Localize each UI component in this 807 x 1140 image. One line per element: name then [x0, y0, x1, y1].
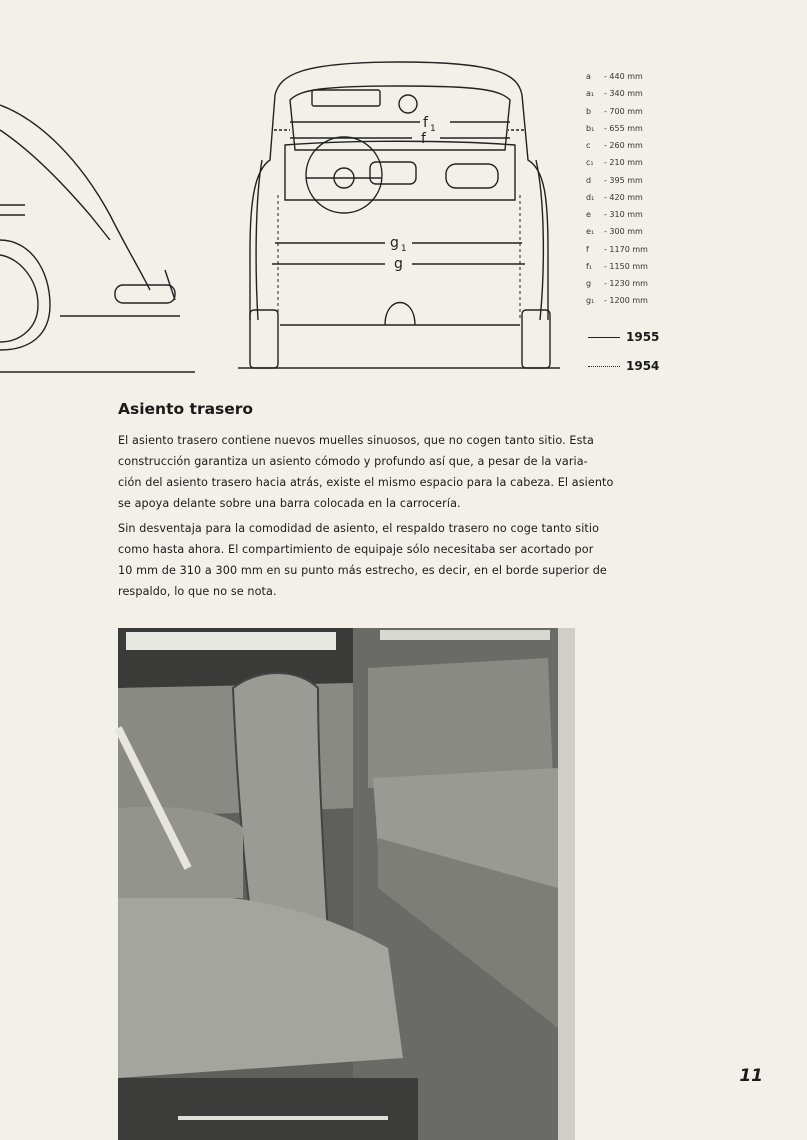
year-label: 1954 — [626, 359, 660, 373]
legend-row — [586, 223, 666, 240]
year-label: 1955 — [626, 330, 660, 344]
dimension-value: - 420 mm — [604, 192, 643, 202]
dimension-value: - 440 mm — [604, 72, 643, 81]
legend-row — [586, 275, 666, 292]
dimension-key: g — [586, 279, 592, 288]
legend-1954 — [588, 359, 659, 373]
car-side-view — [0, 105, 195, 372]
text-line: El asiento trasero contiene nuevos muelles sinuosos, que no cogen tanto sitio. Esta — [118, 434, 594, 447]
dimension-legend — [586, 68, 666, 310]
paragraph-1 — [118, 430, 614, 514]
dimension-key: g₁ — [586, 296, 595, 306]
section-title: Asiento trasero — [118, 400, 254, 418]
dimension-value: - 700 mm — [604, 106, 643, 116]
solid-line-swatch — [588, 337, 620, 338]
car-front-dimension-diagram — [0, 55, 580, 380]
legend-row — [586, 68, 666, 85]
dimension-key: f₁ — [586, 261, 593, 271]
legend-row — [586, 258, 666, 275]
page-number: 11 — [739, 1066, 763, 1086]
car-front-view — [238, 62, 560, 368]
dimension-label-g: g — [394, 256, 403, 272]
dimension-value: - 260 mm — [604, 141, 643, 150]
legend-row — [586, 85, 666, 102]
dimension-value: - 1230 mm — [604, 279, 648, 288]
text-line: Sin desventaja para la comodidad de asiento, el respaldo trasero no coge tanto sitio — [118, 522, 600, 535]
dimension-value: - 1200 mm — [604, 296, 648, 306]
dimension-value: - 655 mm — [604, 123, 643, 133]
dimension-value: - 1150 mm — [604, 261, 648, 271]
dimension-label-f: f — [421, 131, 426, 147]
legend-row — [586, 103, 666, 120]
dashed-line-swatch — [588, 366, 620, 367]
dimension-key: d₁ — [586, 192, 595, 202]
rear-seat-photo — [118, 628, 575, 1140]
text-line: 10 mm de 310 a 300 mm en su punto más estrecho, es decir, en el borde superior de — [118, 564, 607, 577]
text-line: construcción garantiza un asiento cómodo y profundo así que, a pesar de la varia- — [118, 455, 588, 468]
dimension-key: a — [586, 72, 591, 81]
dimension-key: b — [586, 106, 592, 116]
text-line: como hasta ahora. El compartimiento de equipaje sólo necesitaba ser acortado por — [118, 543, 594, 556]
dimension-value: - 1170 mm — [604, 244, 648, 254]
paragraph-2 — [118, 518, 607, 602]
legend-row — [586, 120, 666, 137]
legend-row — [586, 154, 666, 171]
legend-1955 — [588, 330, 659, 344]
dimension-value: - 310 mm — [604, 210, 643, 219]
dimension-key: e — [586, 210, 591, 219]
dimension-key: a₁ — [586, 89, 595, 99]
text-line: se apoya delante sobre una barra colocada en la carrocería. — [118, 497, 461, 510]
legend-row — [586, 241, 666, 258]
dimension-key: c — [586, 141, 591, 150]
dimension-value: - 210 mm — [604, 158, 643, 168]
legend-row — [586, 292, 666, 309]
dimension-key: b₁ — [586, 123, 595, 133]
dimension-value: - 395 mm — [604, 175, 643, 185]
text-line: ción del asiento trasero hacia atrás, existe el mismo espacio para la cabeza. El asiento — [118, 476, 614, 489]
legend-row — [586, 206, 666, 223]
dimension-key: d — [586, 175, 592, 185]
dimension-label-g1: g $_1$ — [390, 235, 407, 254]
dimension-value: - 340 mm — [604, 89, 643, 99]
legend-row — [586, 189, 666, 206]
dimension-label-f1: f $_1$ — [423, 115, 436, 134]
dimension-key: e₁ — [586, 227, 595, 237]
legend-row — [586, 172, 666, 189]
dimension-key: c₁ — [586, 158, 594, 168]
legend-row — [586, 137, 666, 154]
dimension-value: - 300 mm — [604, 227, 643, 237]
dimension-key: f — [586, 244, 589, 254]
text-line: respaldo, lo que no se nota. — [118, 585, 277, 598]
